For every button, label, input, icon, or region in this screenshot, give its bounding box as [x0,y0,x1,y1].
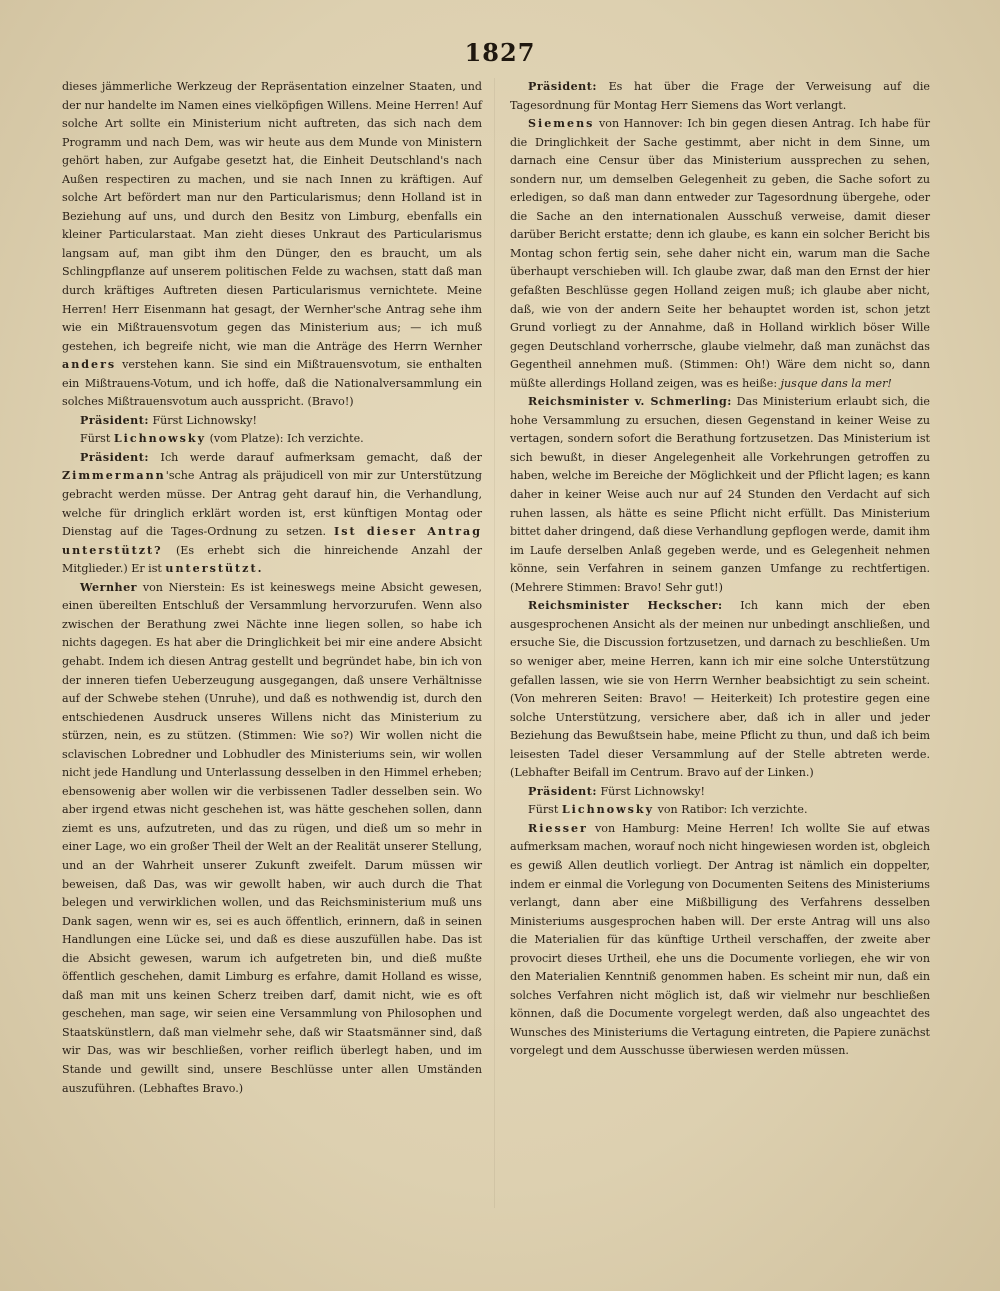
paragraph-text: von Hamburg: Meine Herren! Ich wollte Sie auf etwas aufmerksam machen, worauf noch nicht hingewiesen worden ist, obgleich es gewiß Allen deutlich vorliegt. Der Antrag ist nämlich ein doppelter, indem er einmal die Vorlegung von Documenten Seitens des Ministeriums verlangt, dann aber eine Mißbilligung des Verfahrens desselben Ministeriums ausgesprochen haben will. Der erste Antrag will uns also die Materialien für das künftige Urtheil verschaffen, der zweite aber provocirt dieses Urtheil, ehe uns die Documente vorliegen, ehe wir von den Materialien Kenntniß genommen haben. Es scheint mir nun, daß ein solches Verfahren nicht möglich ist, daß wir vielmehr nur beschließen können, daß die Documente vorgelegt werden, daß also ungeachtet des Wunsches des Ministeriums die Vertagung eintreten, die Papiere zunächst vorgelegt und dem Ausschusse überwiesen werden müssen. [510,821,930,1058]
right-paragraph [510,78,930,115]
paragraph-text: von Ratibor: Ich verzichte. [654,803,808,817]
paragraph-text: verstehen kann. Sie sind ein Mißtrauensvotum, sie enthalten ein Mißtrauens-Votum, und ich hoffe, daß die Nationalversammlung ein solches Mißtrauensvotum auch ausspricht. (Bravo!) [62,358,482,409]
speaker-name: Lichnowsky [113,432,207,446]
paragraph-text: Fürst [528,803,562,817]
left-paragraph [62,412,482,431]
paragraph-text: Fürst Lichnowsky! [148,413,258,427]
speaker-name: Ist dieser Antrag unterstützt? [62,525,482,557]
right-paragraph [510,115,930,393]
left-paragraph [62,430,482,449]
speaker-name: Siemens [528,117,595,131]
paragraph-text: Ich kann mich der eben ausgesprochenen Ansicht als der meinen nur unbedingt anschließen, und ersuche Sie, die Discussion fortzusetzen, und darnach zu beschließen. Um so weniger aber, meine Herren, kann ich mir eine solche Unterstützung gefallen lassen, wie sie von Herrn Wernher beabsichtigt zu sein scheint. (Von mehreren Seiten: Bravo! — Heiterkeit) Ich protestire gegen eine solche Unterstützung, versichere aber, daß ich in aller und jeder Beziehung das Bewußtsein habe, meine Pflicht zu thun, und daß ich beim leisesten Tadel dieser Versammlung auf der Stelle abtreten werde. (Lebhafter Beifall im Centrum. Bravo auf der Linken.) [510,599,930,780]
speaker-name: anders [62,358,117,372]
left-column [62,78,482,1098]
right-paragraph [510,393,930,597]
page-number: 1827 [464,38,536,67]
speaker-name: Präsident: [80,413,149,427]
foreign-phrase: jusque dans la mer! [780,376,892,390]
speaker-name: Reichsminister Heckscher: [528,599,723,613]
speaker-name: unterstützt. [165,562,264,576]
paragraph-text: (vom Platze): Ich verzichte. [206,432,364,446]
right-paragraph [510,783,930,802]
speaker-name: Reichsminister v. Schmerling: [528,395,732,409]
paragraph-text: Ich werde darauf aufmerksam gemacht, daß der [148,450,482,464]
left-paragraph [62,579,482,1098]
column-divider [494,78,495,1208]
speaker-name: Lichnowsky [561,803,655,817]
paragraph-text: Fürst Lichnowsky! [596,784,706,798]
paragraph-text: (Es erhebt sich die hinreichende Anzahl der Mitglieder.) Er ist [62,543,482,576]
paragraph-text: Es hat über die Frage der Verweisung auf die Tagesordnung für Montag Herr Siemens das Wort verlangt. [510,80,930,112]
paragraph-text: Fürst [80,432,114,446]
left-paragraph [62,449,482,579]
speaker-name: Präsident: [528,80,597,93]
right-paragraph [510,820,930,1061]
paragraph-text: dieses jämmerliche Werkzeug der Repräsentation einzelner Staaten, und der nur handelte im Namen eines vielköpfigen Willens. Meine Herren! Auf solche Art sollte ein Ministerium nicht auftreten, das sich nach dem Programm und nach Dem, was wir heute aus dem Munde von Ministern gehört haben, zur Aufgabe gesetzt hat, die Einheit Deutschland's nach Außen respectiren zu machen, und sie nach Innen zu kräftigen. Auf solche Art befördert man nur den Particularismus; denn Holland ist in Beziehung auf uns, und durch den Besitz von Limburg, ebenfalls ein kleiner Particularstaat. Man zieht dieses Unkraut des Particularismus langsam auf, man gibt ihm den Dünger, den es braucht, um als Schlingpflanze auf unserem politischen Felde zu wachsen, statt daß man durch kräftiges Auftreten diesen Particularismus vernichtete. Meine Herren! Herr Eisenmann hat gesagt, der Wernher'sche Antrag sehe ihm wie ein Mißtrauensvotum gegen das Ministerium aus; — ich muß gestehen, ich begreife nicht, wie man die Anträge des Herrn Wernher [62,80,482,353]
speaker-name: Präsident: [528,784,597,798]
speaker-name: Präsident: [80,450,149,464]
right-column [510,78,930,1061]
paragraph-text: von Nierstein: Es ist keineswegs meine Absicht gewesen, einen übereilten Entschluß der Versammlung hervorzurufen. Wenn also zwischen der Berathung zwei Nächte inne liegen sollen, so habe ich nichts dagegen. Es hat aber die Dringlichkeit bei mir eine andere Absicht gehabt. Indem ich diesen Antrag gestellt und begründet habe, bin ich von der inneren tiefen Ueberzeugung ausgegangen, daß unsere Verhältnisse auf der Schwebe stehen (Unruhe), und daß es nothwendig ist, durch den entschiedenen Ausdruck unseres Willens nicht das Ministerium zu stürzen, nein, es zu stützen. (Stimmen: Wie so?) Wir wollen nicht die sclavischen Lobredner und Lobhudler des Ministeriums sein, wir wollen nicht jede Handlung und Unterlassung desselben in den Himmel erheben; ebensowenig aber wollen wir die verbissenen Tadler desselben sein. Wo aber irgend etwas nicht geschehen ist, was hätte geschehen sollen, dann ziemt es uns, aufzutreten, und das zu rügen, und dieß um so mehr in einer Lage, wo ein großer Theil der Welt an der Realität unserer Stellung, und an der Wahrheit unserer Zukunft zweifelt. Darum müssen wir beweisen, daß Das, was wir gewollt haben, wir auch durch die That belegen und verwirklichen wollen, und das Reichsministerium muß uns Dank sagen, wenn wir es, sei es auch öffentlich, erinnern, daß in seinen Handlungen eine Lücke sei, und daß es diese auszufüllen habe. Das ist die Absicht gewesen, warum ich aufgetreten bin, und dieß mußte öffentlich geschehen, damit Limburg es erfahre, damit Holland es wisse, daß man mit uns keinen Scherz treiben darf, damit nicht, wie es oft geschehen, man sage, wir seien eine Versammlung von Philosophen und Staatskünstlern, daß man vielmehr sehe, daß wir Staatsmänner sind, daß wir Das, was wir beschließen, vorher reiflich überlegt haben, und im Stande und gewillt sind, unsere Beschlüsse unter allen Umständen auszuführen. (Lebhaftes Bravo.) [62,580,482,1095]
paragraph-text: 'sche Antrag als präjudicell von mir zur Unterstützung gebracht werden müsse. Der Antrag geht darauf hin, die Verhandlung, welche für dringlich erklärt worden ist, erst künftigen Montag oder Dienstag auf die Tages-Ordnung zu setzen. [62,469,482,539]
right-paragraph [510,597,930,782]
paragraph-text: von Hannover: Ich bin gegen diesen Antrag. Ich habe für die Dringlichkeit der Sache gestimmt, aber nicht in dem Sinne, um darnach eine Censur über das Ministerium aussprechen zu sehen, sondern nur, um demselben Gelegenheit zu geben, die Sache sofort zu erledigen, so daß man dann entweder zur Tagesordnung übergehe, oder die Sache an den internationalen Ausschuß verweise, damit dieser darüber Bericht erstatte; denn ich glaube, es kann ein solcher Bericht bis Montag schon fertig sein, sehe daher nicht ein, warum man die Sache überhaupt verschieben will. Ich glaube zwar, daß man den Ernst der hier gefaßten Beschlüsse gegen Holland zeigen muß; ich glaube aber nicht, daß, wie von der andern Seite her behauptet worden ist, schon jetzt Grund vorliegt zu der Annahme, daß in Holland wirklich böser Wille gegen Deutschland vorherrsche, glaube vielmehr, daß man zunächst das Gegentheil annehmen muß. (Stimmen: Oh!) Wäre dem nicht so, dann müßte allerdings Holland zeigen, was es heiße: [510,117,930,390]
left-paragraph [62,78,482,412]
speaker-name: Wernher [80,580,137,594]
right-paragraph [510,801,930,820]
paragraph-text: Das Ministerium erlaubt sich, die hohe Versammlung zu ersuchen, diesen Gegenstand in keiner Weise zu vertagen, sondern sofort die Berathung fortzusetzen. Das Ministerium ist sich bewußt, in dieser Angelegenheit alle Vorkehrungen getroffen zu haben, welche im Bereiche der Möglichkeit und der Pflicht lagen; es kann daher in keiner Weise auch nur auf 24 Stunden den Verdacht auf sich ruhen lassen, als hätte es seine Pflicht nicht erfüllt. Das Ministerium bittet daher dringend, daß diese Verhandlung gepflogen werde, damit ihm im Laufe derselben Anlaß gegeben werde, und es Gelegenheit nehmen könne, sein Verfahren in seinem ganzen Umfange zu rechtfertigen. (Mehrere Stimmen: Bravo! Sehr gut!) [510,395,930,594]
speaker-name: Zimmermann [62,469,166,483]
speaker-name: Riesser [528,821,588,835]
